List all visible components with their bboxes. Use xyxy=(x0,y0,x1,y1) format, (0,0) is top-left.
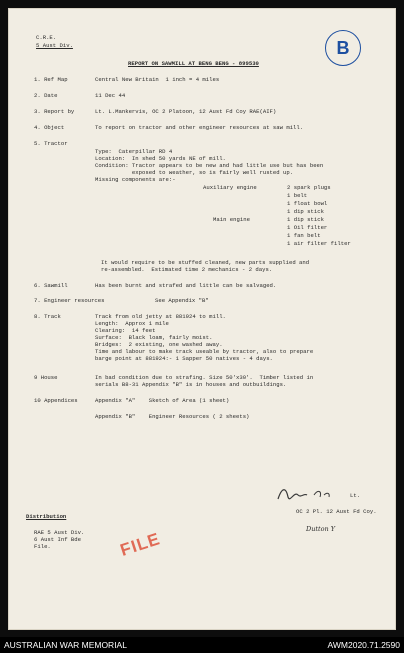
missing-item: 1 Oil filter xyxy=(287,224,328,231)
missing-item: 2 spark plugs xyxy=(287,184,331,191)
appendices-label: 10 Appendices xyxy=(34,397,78,404)
missing-item: 1 dip stick xyxy=(287,216,324,223)
tractor-note-line: re-assembled. Estimated time 2 mechanics - 2 days. xyxy=(101,266,273,273)
track-line: Clearing: 14 feet xyxy=(95,327,156,334)
report-by-value: Lt. L.Mankervis, OC 2 Platoon, 12 Aust Fd Coy RAE(AIF) xyxy=(95,108,277,115)
appendix-a: Appendix "A" Sketch of Area (1 sheet) xyxy=(95,397,230,404)
signature-note: Dutton Y xyxy=(306,525,336,533)
sawmill-value: Has been burnt and strafed and little can be salvaged. xyxy=(95,282,277,289)
house-line: In bad condition due to strafing. Size 50'x30'. Timber listed in xyxy=(95,374,314,381)
report-by-label: 3. Report by xyxy=(34,108,75,115)
object-value: To report on tractor and other engineer resources at saw mill. xyxy=(95,124,304,131)
tractor-line: exposed to weather, so is fairly well rusted up. xyxy=(95,169,294,176)
tractor-line: Type: Caterpillar RD 4 xyxy=(95,148,173,155)
missing-item: 1 dip stick xyxy=(287,208,324,215)
missing-item: 1 fan belt xyxy=(287,232,321,239)
engineer-resources-value: See Appendix "B" xyxy=(155,297,209,304)
date-label: 2. Date xyxy=(34,92,58,99)
tractor-line: Location: In shed 50 yards NE of mill. xyxy=(95,155,226,162)
ref-map-value: Central New Britain 1 inch = 4 miles xyxy=(95,76,220,83)
addressee-line-1: C.R.E. xyxy=(36,34,57,41)
report-title: REPORT ON SAWMILL AT BENG BENG - 899530 xyxy=(128,60,259,67)
signature-rank: Lt. xyxy=(350,492,361,499)
distribution-label: Distribution xyxy=(26,513,67,520)
archive-footer xyxy=(0,637,404,653)
document-page xyxy=(8,8,396,630)
track-line: Bridges: 2 existing, one washed away. xyxy=(95,341,223,348)
tractor-note-line: It would require to be stuffed cleaned, new parts supplied and xyxy=(101,259,310,266)
file-stamp: FILE xyxy=(117,529,163,560)
date-value: 11 Dec 44 xyxy=(95,92,126,99)
footer-institution: AUSTRALIAN WAR MEMORIAL xyxy=(4,640,127,650)
tractor-line: Condition: Tractor appears to be new and had little use but has been xyxy=(95,162,324,169)
signature-block: OC 2 Pl. 12 Aust Fd Coy. xyxy=(296,508,377,515)
track-line: Surface: Black loam, fairly moist. xyxy=(95,334,213,341)
main-engine-label: Main engine xyxy=(213,216,250,223)
missing-item: 1 air filter filter xyxy=(287,240,351,247)
addressee-line-2: 5 Aust Div. xyxy=(36,42,73,49)
track-line: Track from old jetty at 881924 to mill. xyxy=(95,313,226,320)
track-line: Time and labour to make track useable by tractor, also to prepare xyxy=(95,348,314,355)
house-line: serials B8-31 Appendix "B" is in houses and outbuildings. xyxy=(95,381,287,388)
track-line: barge point at 881924:- 1 Sapper 50 natives - 4 days. xyxy=(95,355,273,362)
ref-map-label: 1. Ref Map xyxy=(34,76,68,83)
appendix-b: Appendix "B" Engineer Resources ( 2 sheets) xyxy=(95,413,250,420)
sawmill-label: 6. Sawmill xyxy=(34,282,68,289)
distribution-item: 6 Aust Inf Bde xyxy=(34,536,81,543)
circled-letter-stamp: B xyxy=(325,30,361,66)
track-label: 8. Track xyxy=(34,313,61,320)
footer-accession-number: AWM2020.71.2590 xyxy=(327,640,400,650)
missing-item: 1 belt xyxy=(287,192,308,199)
tractor-line: Missing components are:- xyxy=(95,176,176,183)
engineer-resources-label: 7. Engineer resources xyxy=(34,297,105,304)
missing-item: 1 float bowl xyxy=(287,200,328,207)
distribution-item: RAE 5 Aust Div. xyxy=(34,529,85,536)
handwritten-signature xyxy=(274,483,346,505)
track-line: Length: Approx 1 mile xyxy=(95,320,169,327)
distribution-item: File. xyxy=(34,543,51,550)
tractor-label: 5. Tractor xyxy=(34,140,68,147)
auxiliary-engine-label: Auxiliary engine xyxy=(203,184,257,191)
house-label: 9 House xyxy=(34,374,58,381)
object-label: 4. Object xyxy=(34,124,65,131)
